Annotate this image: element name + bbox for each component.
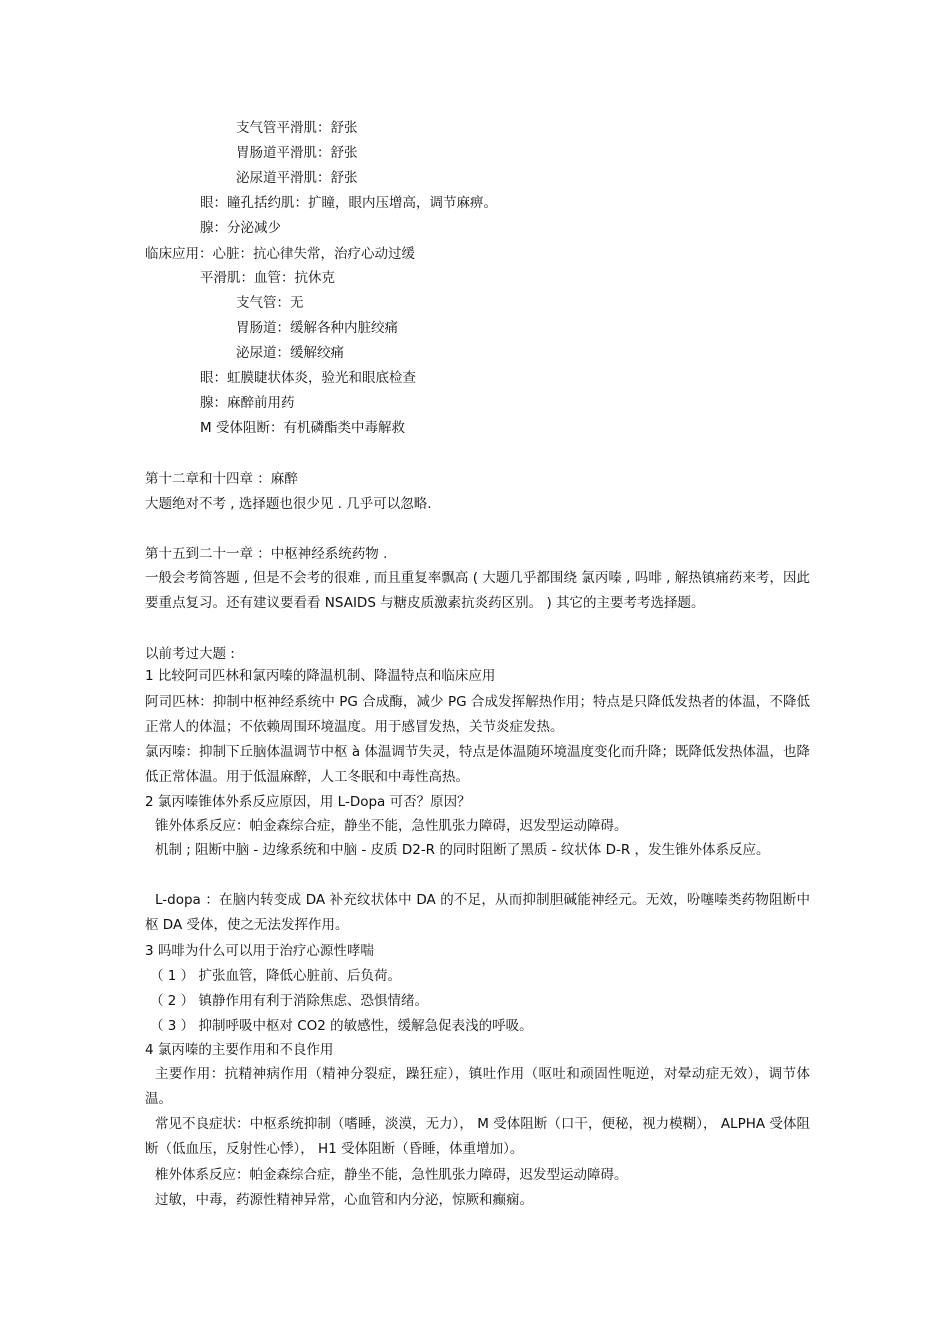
question-2-ldopa: L-dopa ：在脑内转变成 DA 补充纹状体中 DA 的不足，从而抑制胆碱能神经元。无效，吩噻嗪类药物阻断中枢 DA 受体，使之无法发挥作用。 bbox=[145, 892, 810, 933]
clinical-use-gland: 腺：麻醉前用药 bbox=[200, 395, 295, 411]
chapter-15-21-intro: 一般会考简答题 , 但是不会考的很难 , 而且重复率飘高 ( 大题几乎都围绕 氯丙嗪 , 吗啡 , 解热镇痛药来考，因此要重点复习。还有建议要看看 NSAIDS 与糖皮质激素抗炎药区别。 ) 其它的主要考考选择题。 bbox=[145, 570, 810, 611]
clinical-use-smooth-vessel: 平滑肌：血管：抗休克 bbox=[200, 270, 335, 286]
question-3-item-1: （ 1 ） 扩张血管，降低心脏前、后负荷。 bbox=[150, 968, 401, 984]
question-2-eps: 锥外体系反应：帕金森综合症，静坐不能，急性肌张力障碍，迟发型运动障碍。 bbox=[155, 818, 628, 834]
past-questions-label: 以前考过大题 : bbox=[145, 646, 235, 662]
clinical-use-gi: 胃肠道：缓解各种内脏绞痛 bbox=[236, 320, 398, 336]
question-2: 2 氯丙嗪锥体外系反应原因，用 L-Dopa 可否？原因？ bbox=[145, 794, 471, 810]
clinical-use-bronchus: 支气管：无 bbox=[236, 295, 304, 311]
question-3-item-3: （ 3 ） 抑制呼吸中枢对 CO2 的敏感性，缓解急促表浅的呼吸。 bbox=[150, 1018, 533, 1034]
question-3-item-2: （ 2 ） 镇静作用有利于消除焦虑、恐惧情绪。 bbox=[150, 993, 428, 1009]
question-4-eps: 椎外体系反应：帕金森综合症，静坐不能，急性肌张力障碍，迟发型运动障碍。 bbox=[155, 1167, 628, 1183]
question-2-mechanism: 机制 ; 阻断中脑 - 边缘系统和中脑 - 皮质 D2-R 的同时阻断了黑质 - 纹状体 D-R ，发生锥外体系反应。 bbox=[155, 842, 770, 858]
question-4-adverse-effects: 常见不良症状：中枢系统抑制（嗜睡，淡漠，无力）， M 受体阻断（口干，便秘，视力模糊）， ALPHA 受体阻断（低血压，反射性心悸）， H1 受体阻断（昏睡，体重增加）。 bbox=[145, 1116, 810, 1157]
question-4: 4 氯丙嗪的主要作用和不良作用 bbox=[145, 1042, 334, 1058]
chapter-12-14-note: 大题绝对不考 , 选择题也很少见 . 几乎可以忽略. bbox=[145, 496, 432, 512]
clinical-use-m-block: M 受体阻断：有机磷酯类中毒解救 bbox=[200, 420, 405, 436]
question-1: 1 比较阿司匹林和氯丙嗪的降温机制、降温特点和临床应用 bbox=[145, 668, 496, 684]
clinical-use-urinary: 泌尿道：缓解绞痛 bbox=[236, 345, 344, 361]
m-effect-eye: 眼：瞳孔括约肌：扩瞳，眼内压增高，调节麻痹。 bbox=[200, 195, 497, 211]
chapter-15-21-heading: 第十五到二十一章 ：中枢神经系统药物 . bbox=[145, 546, 388, 562]
question-1-chlorpromazine: 氯丙嗪：抑制下丘脑体温调节中枢 à 体温调节失灵，特点是体温随环境温度变化而升降；既降低发热体温，也降低正常体温。用于低温麻醉，人工冬眠和中毒性高热。 bbox=[145, 744, 810, 785]
m-effect-gi: 胃肠道平滑肌：舒张 bbox=[236, 145, 358, 161]
m-effect-bronchial: 支气管平滑肌：舒张 bbox=[236, 120, 358, 136]
question-4-other: 过敏，中毒，药源性精神异常，心血管和内分泌，惊厥和癫痫。 bbox=[155, 1192, 533, 1208]
question-4-main-effects: 主要作用：抗精神病作用（精神分裂症，躁狂症），镇吐作用（呕吐和顽固性呃逆，对晕动症无效），调节体温。 bbox=[145, 1066, 810, 1107]
chapter-12-14-heading: 第十二章和十四章 ：麻醉 bbox=[145, 471, 298, 487]
question-1-aspirin: 阿司匹林：抑制中枢神经系统中 PG 合成酶，减少 PG 合成发挥解热作用；特点是只降低发热者的体温，不降低正常人的体温；不依赖周围环境温度。用于感冒发热，关节炎症发热。 bbox=[145, 694, 810, 735]
clinical-use-heart: 临床应用：心脏：抗心律失常，治疗心动过缓 bbox=[145, 246, 415, 262]
m-effect-urinary: 泌尿道平滑肌：舒张 bbox=[236, 170, 358, 186]
question-3: 3 吗啡为什么可以用于治疗心源性哮喘 bbox=[145, 943, 374, 959]
m-effect-gland: 腺：分泌减少 bbox=[200, 220, 281, 236]
clinical-use-eye: 眼：虹膜睫状体炎，验光和眼底检查 bbox=[200, 370, 416, 386]
